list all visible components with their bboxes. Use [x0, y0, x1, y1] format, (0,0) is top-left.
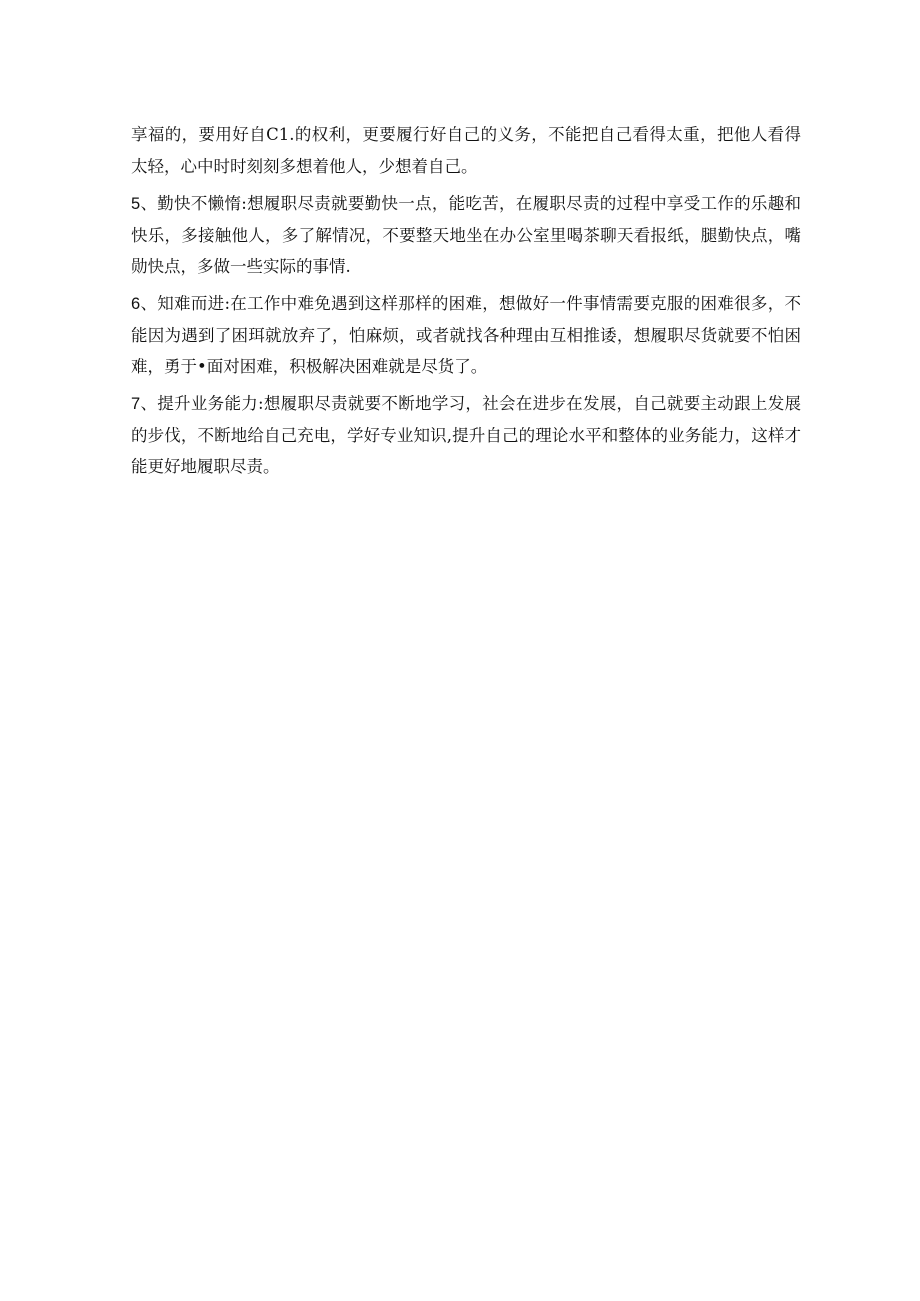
paragraph-text: 提升业务能力:想履职尽责就要不断地学习，社会在进步在发展，自己就要主动跟上发展的步伐，不断地给自己充电，学好专业知识,提升自己的理论水平和整体的业务能力，这样才能更好地履职尽责。	[131, 394, 801, 476]
paragraph-continuation	[131, 119, 801, 182]
paragraph-text: 知难而进:在工作中难免遇到这样那样的困难，想做好一件事情需要克服的困难很多，不能因为遇到了困珥就放弃了，怕麻烦，或者就找各种理由互相推诿，想履职尽货就要不怕困难，勇于•面对困难，积极解决困难就是尽货了。	[131, 294, 801, 376]
paragraph-item-6	[131, 288, 801, 382]
paragraph-number: 7、	[131, 395, 158, 413]
paragraph-number: 5、	[131, 195, 158, 213]
document-body	[131, 119, 801, 488]
paragraph-item-5	[131, 188, 801, 282]
paragraph-text: 勤快不懒惰:想履职尽责就要勤快一点，能吃苦，在履职尽责的过程中享受工作的乐趣和快乐，多接触他人，多了解情况，不要整天地坐在办公室里喝茶聊天看报纸，腿勤快点，嘴勋快点，多做一些实际的事情.	[131, 194, 801, 276]
paragraph-number: 6、	[131, 295, 158, 313]
paragraph-item-7	[131, 388, 801, 482]
paragraph-text: 享福的，要用好自C1.的权利，更要履行好自己的义务，不能把自己看得太重，把他人看得太轻，心中时时刻刻多想着他人，少想着自己。	[131, 125, 801, 176]
